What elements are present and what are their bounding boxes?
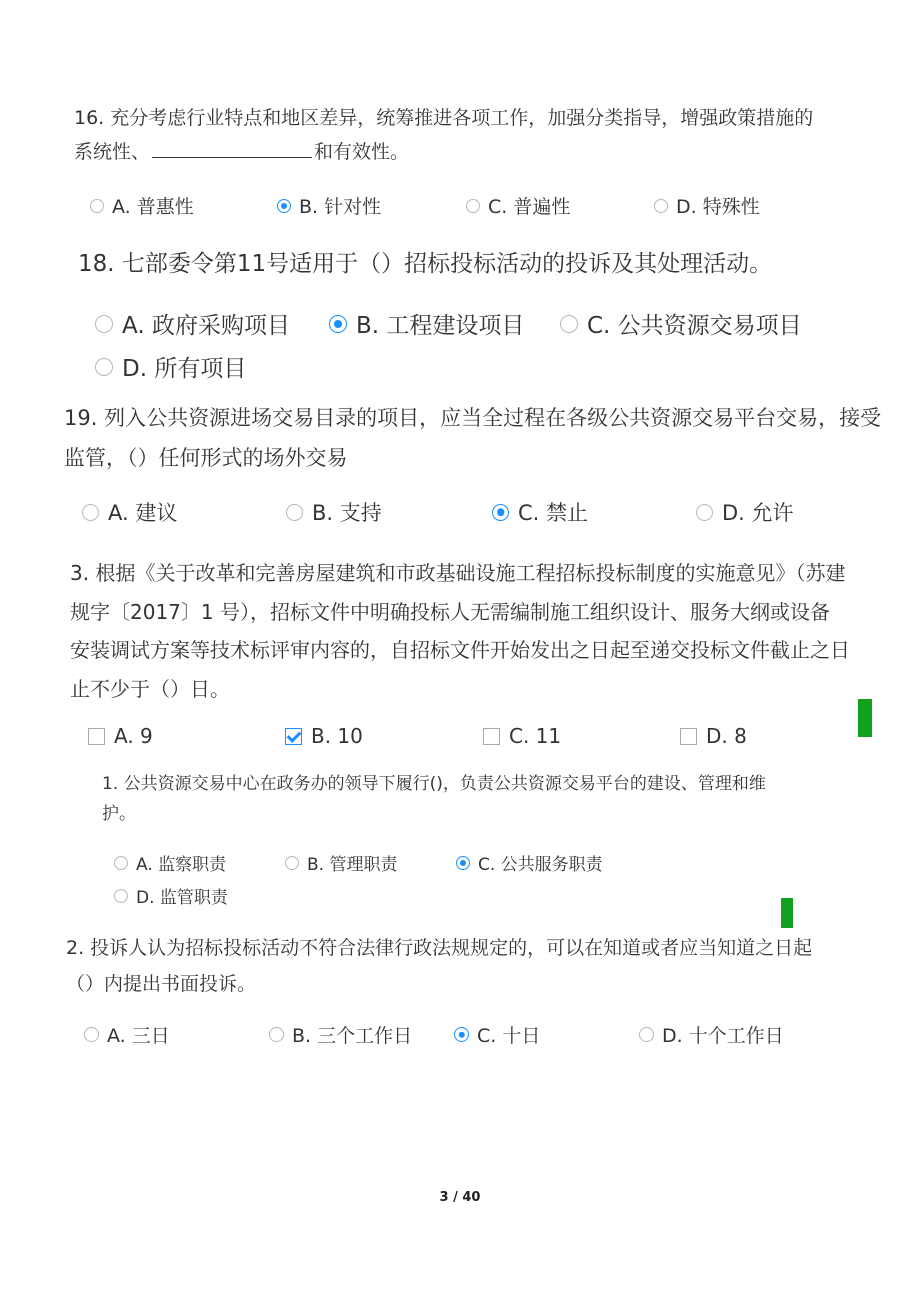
checkbox-checked-icon[interactable] [285, 728, 302, 745]
radio-checked-icon[interactable] [277, 199, 291, 213]
option-c[interactable] [454, 1021, 540, 1048]
radio-checked-icon[interactable] [492, 504, 509, 521]
option-c-label: C. 普遍性 [488, 196, 571, 218]
option-b[interactable] [285, 850, 397, 875]
option-d-label: D. 所有项目 [122, 356, 247, 382]
question-3-line-1: 3. 根据《关于改革和完善房屋建筑和市政基础设施工程招标投标制度的实施意见》（苏建 [70, 561, 846, 585]
radio-unchecked-icon[interactable] [95, 315, 113, 333]
green-marker [781, 898, 793, 928]
option-c[interactable] [492, 497, 588, 527]
radio-unchecked-icon[interactable] [466, 199, 480, 213]
option-d[interactable] [680, 724, 747, 748]
option-a-label: A. 监察职责 [136, 855, 227, 875]
radio-unchecked-icon[interactable] [95, 358, 113, 376]
green-marker [858, 699, 872, 737]
option-a-label: A. 普惠性 [112, 196, 194, 218]
option-d[interactable] [654, 192, 760, 219]
radio-checked-icon[interactable] [329, 315, 347, 333]
checkbox-unchecked-icon[interactable] [483, 728, 500, 745]
radio-unchecked-icon[interactable] [114, 856, 128, 870]
option-d[interactable] [114, 883, 228, 908]
question-16-text [74, 101, 813, 169]
option-c-label: C. 11 [509, 724, 562, 748]
question-3-line-3: 安装调试方案等技术标评审内容的，自招标文件开始发出之日起至递交投标文件截止之日 [70, 638, 850, 662]
radio-checked-icon[interactable] [456, 856, 470, 870]
question-3-line-2: 规字〔2017〕1 号），招标文件中明确投标人无需编制施工组织设计、服务大纲或设备 [70, 599, 830, 624]
question-1-text [102, 769, 766, 829]
question-2-line-2: （）内提出书面投诉。 [66, 973, 257, 995]
option-b-label: B. 管理职责 [307, 855, 398, 875]
question-3-text [70, 554, 850, 708]
radio-unchecked-icon[interactable] [82, 504, 99, 521]
option-d-label: D. 十个工作日 [662, 1025, 784, 1047]
question-1-line-2: 护。 [102, 804, 136, 824]
option-c[interactable] [560, 307, 802, 340]
question-19-text [64, 398, 881, 478]
option-c-label: C. 公共服务职责 [478, 855, 603, 875]
option-c-label: C. 禁止 [518, 501, 589, 525]
option-b[interactable] [286, 497, 382, 527]
option-d[interactable] [696, 497, 794, 527]
option-d-label: D. 8 [706, 724, 747, 748]
fill-in-blank [152, 136, 312, 158]
question-19-line-1: 19. 列入公共资源进场交易目录的项目，应当全过程在各级公共资源交易平台交易，接受 [64, 406, 882, 430]
option-d-label: D. 允许 [722, 501, 794, 525]
option-b-label: B. 针对性 [299, 196, 382, 218]
option-d[interactable] [639, 1021, 784, 1048]
option-a[interactable] [90, 192, 194, 219]
option-b[interactable] [269, 1021, 412, 1048]
option-c[interactable] [483, 724, 561, 748]
radio-unchecked-icon[interactable] [696, 504, 713, 521]
question-2-line-1: 2. 投诉人认为招标投标活动不符合法律行政法规规定的，可以在知道或者应当知道之日起 [66, 937, 813, 959]
question-1-line-1: 1. 公共资源交易中心在政务办的领导下履行()，负责公共资源交易平台的建设、管理和维 [102, 774, 766, 794]
option-b[interactable] [277, 192, 381, 219]
option-b-label: B. 支持 [312, 501, 382, 525]
radio-unchecked-icon[interactable] [560, 315, 578, 333]
radio-unchecked-icon[interactable] [90, 199, 104, 213]
radio-unchecked-icon[interactable] [114, 889, 128, 903]
option-b[interactable] [329, 307, 524, 340]
option-a[interactable] [95, 307, 290, 340]
page-number: 3 / 40 [439, 1190, 481, 1205]
option-a[interactable] [114, 850, 226, 875]
question-19-line-2: 监管，（）任何形式的场外交易 [64, 446, 348, 470]
radio-unchecked-icon[interactable] [285, 856, 299, 870]
option-c-label: C. 公共资源交易项目 [587, 313, 802, 339]
option-d[interactable] [95, 350, 246, 383]
option-c-label: C. 十日 [477, 1025, 541, 1047]
question-16-line-2-start: 系统性、 [74, 141, 151, 163]
question-2-text [66, 930, 812, 1002]
radio-unchecked-icon[interactable] [84, 1027, 99, 1042]
question-16-line-2-end: 和有效性。 [314, 141, 410, 163]
option-c[interactable] [466, 192, 570, 219]
radio-unchecked-icon[interactable] [269, 1027, 284, 1042]
option-a-label: A. 建议 [108, 501, 178, 525]
question-18-text [78, 246, 772, 282]
option-b-label: B. 工程建设项目 [356, 313, 525, 339]
radio-checked-icon[interactable] [454, 1027, 469, 1042]
question-3-line-4: 止不少于（）日。 [70, 676, 230, 701]
option-a[interactable] [88, 724, 153, 748]
option-d-label: D. 特殊性 [676, 196, 760, 218]
checkbox-unchecked-icon[interactable] [88, 728, 105, 745]
option-a[interactable] [84, 1021, 170, 1048]
option-b-label: B. 三个工作日 [292, 1025, 413, 1047]
option-a-label: A. 政府采购项目 [122, 313, 290, 339]
option-c[interactable] [456, 850, 603, 875]
option-a[interactable] [82, 497, 177, 527]
question-18-line-1: 18. 七部委令第11号适用于（）招标投标活动的投诉及其处理活动。 [78, 251, 773, 277]
option-b[interactable] [285, 724, 363, 748]
radio-unchecked-icon[interactable] [639, 1027, 654, 1042]
option-a-label: A. 9 [114, 724, 153, 748]
option-d-label: D. 监管职责 [136, 888, 228, 908]
checkbox-unchecked-icon[interactable] [680, 728, 697, 745]
option-b-label: B. 10 [311, 724, 363, 748]
question-16-line-1: 16. 充分考虑行业特点和地区差异，统筹推进各项工作，加强分类指导，增强政策措施的 [74, 107, 814, 129]
radio-unchecked-icon[interactable] [654, 199, 668, 213]
option-a-label: A. 三日 [107, 1025, 170, 1047]
radio-unchecked-icon[interactable] [286, 504, 303, 521]
